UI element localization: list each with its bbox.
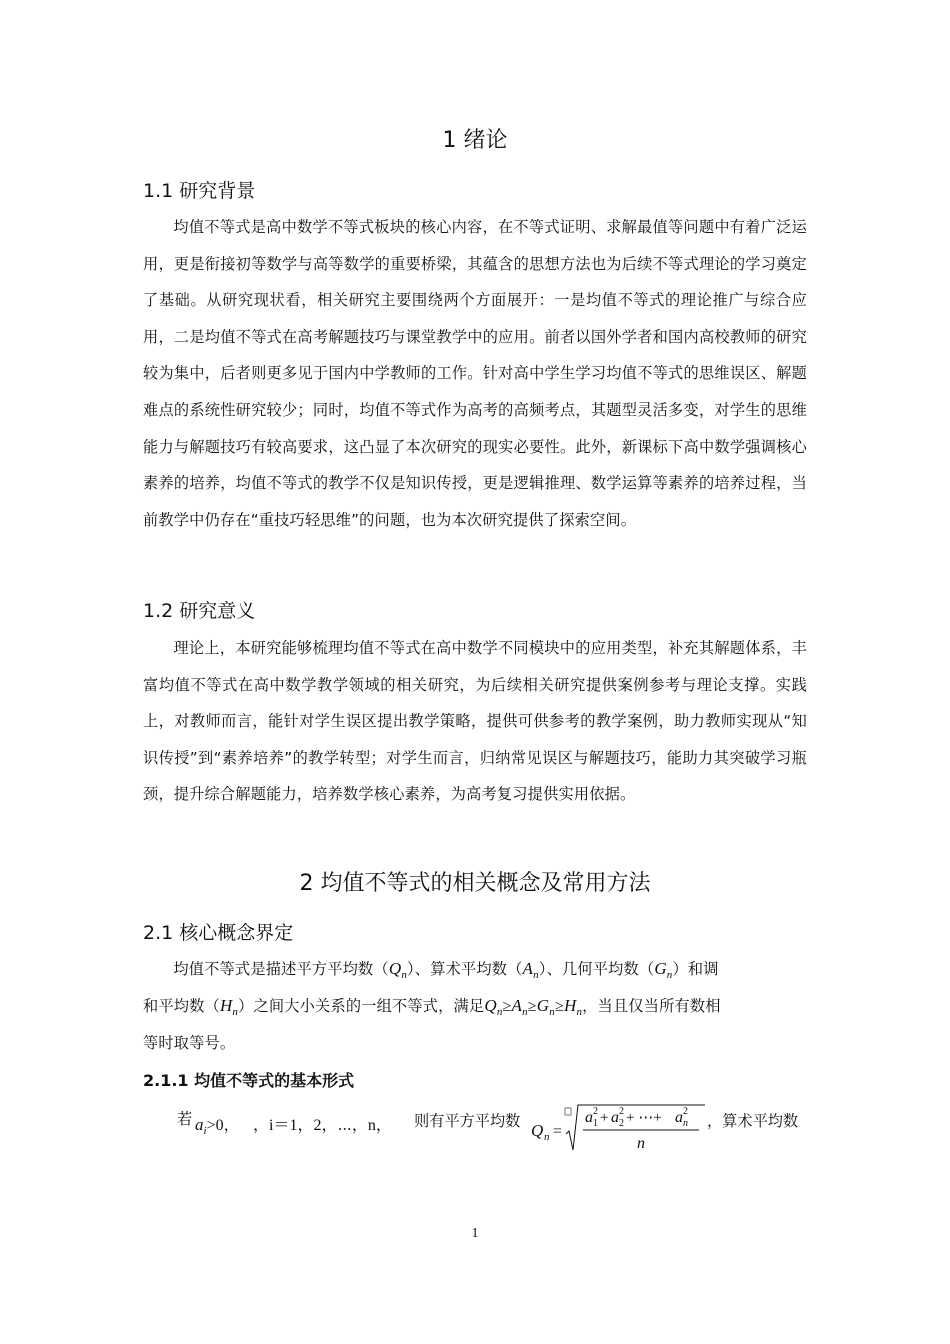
text-fragment: 若 [177,1110,193,1128]
svg-text:+ ⋯+: + ⋯+ [626,1110,662,1126]
math-sub-n: n [496,1006,503,1018]
quadratic-mean-formula [529,1100,719,1158]
svg-text:2: 2 [593,1106,598,1117]
svg-text:n: n [544,1131,550,1143]
page-number: 1 [471,1226,479,1241]
formula-line [177,1100,817,1160]
math-A: A [511,996,523,1015]
math-Q: Q [484,996,497,1015]
math-G: G [536,996,550,1015]
svg-text:a: a [585,1109,593,1126]
math-Q: Q [388,959,402,978]
math-ge: ≥ [527,998,537,1015]
text-fragment: 则有平方平均数 [414,1112,521,1130]
math-sub-n: n [401,969,408,981]
svg-text:=: = [553,1123,563,1140]
svg-text:+: + [600,1110,609,1126]
svg-text:a: a [611,1109,619,1126]
chapter-2-title: 2 均值不等式的相关概念及常用方法 [299,871,651,896]
chapter-1-title: 1 绪论 [442,128,508,153]
section-1-1-body: 均值不等式是高中数学不等式板块的核心内容，在不等式证明、求解最值等问题中有着广泛运用，更是衔接初等数学与高等数学的重要桥梁，其蕴含的思想方法也为后续不等式理论的学习奠定了基础。从研究现状看，相关研究主要围绕两个方面展开：一是均值不等式的理论推广与综合应用，二是均值不等式在高考解题技巧与课堂教学中的应用。前者以国外学者和国内高校教师的研究较为集中，后者则更多见于国内中学教师的工作。针对高中学生学习均值不等式的思维误区、解题难点的系统性研究较少；同时，均值不等式作为高考的高频考点，其题型灵活多变，对学生的思维能力与解题技巧有较高要求，这凸显了本次研究的现实必要性。此外，新课标下高中数学强调核心素养的培养，均值不等式的教学不仅是知识传授，更是逻辑推理、数学运算等素养的培养过程，当前教学中仍存在“重技巧轻思维”的问题，也为本次研究提供了探索空间。 [143,218,807,529]
section-2-1-line-3: 等时取等号。 [143,1034,236,1052]
math-sub-n: n [666,969,673,981]
svg-text:2: 2 [619,1118,624,1129]
section-2-1-1-title: 2.1.1 均值不等式的基本形式 [143,1071,355,1090]
svg-text:Q: Q [531,1121,544,1140]
text-fragment: ）、几何平均数（ [538,960,655,978]
section-2-1-title: 2.1 核心概念界定 [143,922,294,944]
math-sub-n: n [549,1006,555,1018]
math-sub-n: n [533,969,539,981]
math-H: H [219,996,233,1015]
text-fragment: 均值不等式是描述平方平均数（ [173,960,389,978]
text-fragment: ，当且仅当所有数相 [582,997,721,1015]
math-ge: ≥ [502,998,512,1015]
svg-text:2: 2 [683,1106,688,1117]
math-sub-n: n [576,1006,583,1018]
text-fragment: 和平均数（ [143,997,220,1015]
math-sub-n: n [232,1006,239,1018]
math-G: G [654,959,667,978]
svg-text:a: a [675,1109,683,1126]
math-A: A [522,959,534,978]
math-sub-n: n [522,1006,528,1018]
text-fragment: ）之间大小关系的一组不等式，满足 [238,997,485,1015]
text-fragment: ，算术平均数 [707,1112,799,1130]
svg-text:1: 1 [593,1118,598,1129]
math-a-i-gt-0: $a_i>0$， [195,1115,240,1137]
section-1-1-title: 1.1 研究背景 [143,180,256,202]
math-ge: ≥ [554,998,564,1015]
svg-text:2: 2 [619,1106,624,1117]
svg-text:n: n [683,1118,688,1129]
math-index-range: ，i＝1，2，⋯，n， [253,1117,392,1134]
text-fragment: ）和调 [672,960,719,978]
section-1-2-body: 理论上，本研究能够梳理均值不等式在高中数学不同模块中的应用类型，补充其解题体系，丰富均值不等式在高中数学教学领域的相关研究，为后续相关研究提供案例参考与理论支撑。实践上，对教师而言，能针对学生误区提出教学策略，提供可供参考的教学案例，助力教师实现从“知识传授”到“素养培养”的教学转型；对学生而言，归纳常见误区与解题技巧，能助力其突破学习瓶颈，提升综合解题能力，培养数学核心素养，为高考复习提供实用依据。 [143,639,807,804]
svg-text:n: n [637,1135,645,1152]
math-H: H [563,996,577,1015]
text-fragment: ）、算术平均数（ [407,960,523,978]
section-1-2-title: 1.2 研究意义 [143,600,256,622]
